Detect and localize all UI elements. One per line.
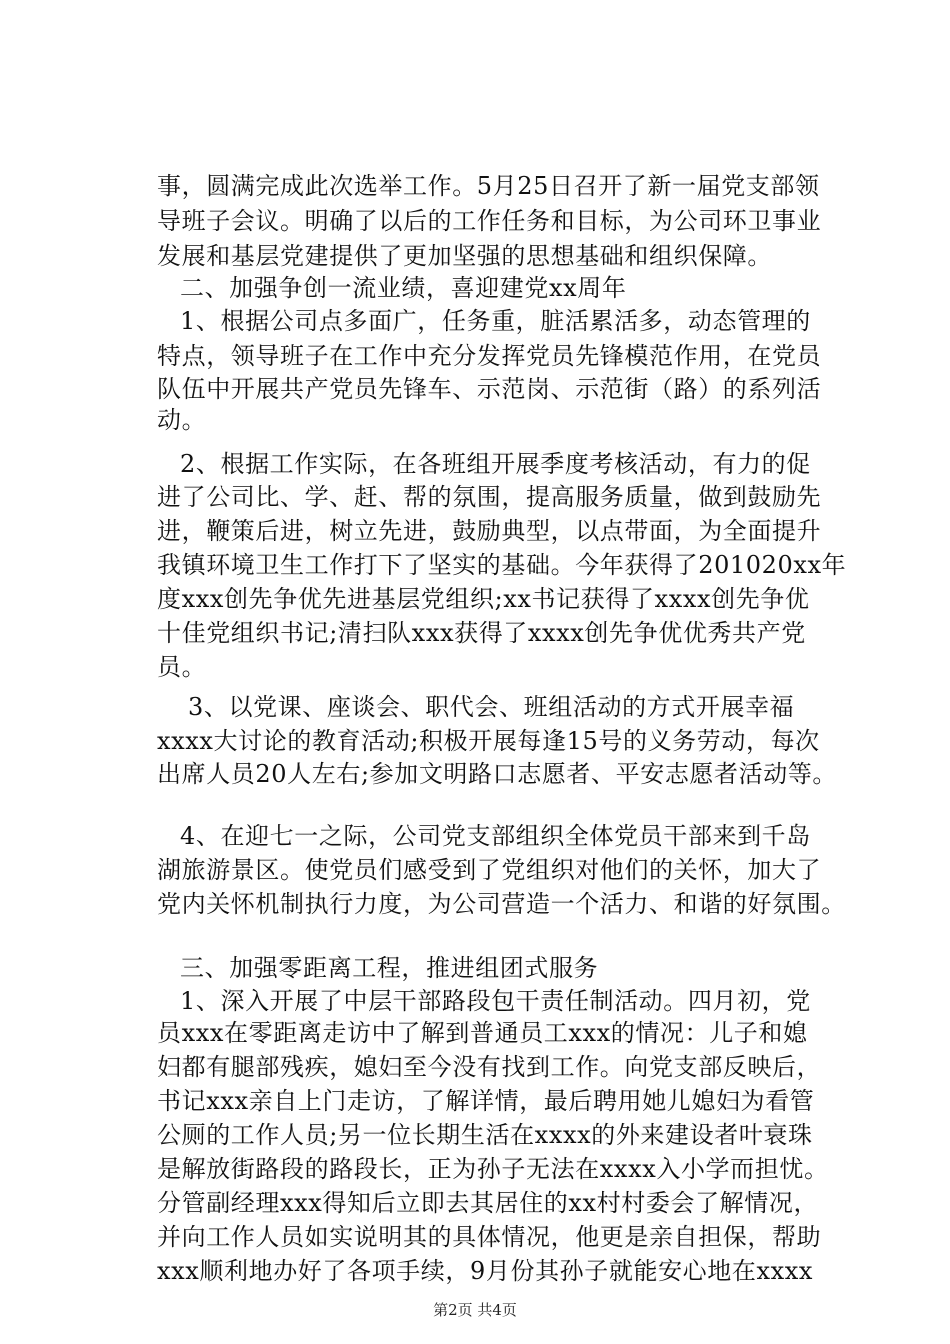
- text-line: 妇都有腿部残疾，媳妇至今没有找到工作。向党支部反映后，: [157, 1053, 822, 1081]
- text-line: 发展和基层党建提供了更加坚强的思想基础和组织保障。: [157, 242, 772, 270]
- text-line: 1、根据公司点多面广，任务重，脏活累活多，动态管理的: [180, 307, 811, 335]
- text-line: 员。: [157, 653, 207, 681]
- text-line: 十佳党组织书记;清扫队xxx获得了xxxx创先争优优秀共产党: [157, 619, 806, 647]
- text-line: 公厕的工作人员;另一位长期生活在xxxx的外来建设者叶衰珠: [157, 1121, 813, 1149]
- text-line: 4、在迎七一之际，公司党支部组织全体党员干部来到千岛: [180, 822, 811, 850]
- text-line: 进，鞭策后进，树立先进，鼓励典型，以点带面，为全面提升: [157, 517, 822, 545]
- text-line: xxx顺利地办好了各项手续，9月份其孙子就能安心地在xxxx: [157, 1257, 814, 1285]
- text-line: 进了公司比、学、赶、帮的氛围，提高服务质量，做到鼓励先: [157, 483, 822, 511]
- text-line: 分管副经理xxx得知后立即去其居住的xx村村委会了解情况，: [157, 1189, 819, 1217]
- text-line: 事，圆满完成此次选举工作。5月25日召开了新一届党支部领: [157, 172, 820, 200]
- text-line: 党内关怀机制执行力度，为公司营造一个活力、和谐的好氛围。: [157, 890, 846, 918]
- text-line: 2、根据工作实际，在各班组开展季度考核活动，有力的促: [180, 450, 811, 478]
- text-line: 是解放街路段的路段长，正为孙子无法在xxxx入小学而担忧。: [157, 1155, 829, 1183]
- text-line: xxxx大讨论的教育活动;积极开展每逢15号的义务劳动，每次: [157, 727, 820, 755]
- text-line: 出席人员20人左右;参加文明路口志愿者、平安志愿者活动等。: [157, 760, 838, 788]
- text-line: 3、以党课、座谈会、职代会、班组活动的方式开展幸福: [188, 693, 795, 721]
- text-line: 1、深入开展了中层干部路段包干责任制活动。四月初，党: [180, 987, 811, 1015]
- text-line: 我镇环境卫生工作打下了坚实的基础。今年获得了201020xx年: [157, 551, 847, 579]
- text-line: 员xxx在零距离走访中了解到普通员工xxx的情况：儿子和媳: [157, 1019, 808, 1047]
- text-line: 并向工作人员如实说明其的具体情况，他更是亲自担保，帮助: [157, 1223, 822, 1251]
- text-line: 特点，领导班子在工作中充分发挥党员先锋模范作用，在党员: [157, 342, 822, 370]
- text-line: 度xxx创先争优先进基层党组织;xx书记获得了xxxx创先争优: [157, 585, 810, 613]
- text-line: 湖旅游景区。使党员们感受到了党组织对他们的关怀，加大了: [157, 856, 822, 884]
- text-line: 队伍中开展共产党员先锋车、示范岗、示范街（路）的系列活: [157, 375, 822, 403]
- text-line: 导班子会议。明确了以后的工作任务和目标，为公司环卫事业: [157, 207, 822, 235]
- section-heading: 二、加强争创一流业绩，喜迎建党xx周年: [180, 274, 627, 302]
- text-line: 书记xxx亲自上门走访，了解详情，最后聘用她儿媳妇为看管: [157, 1087, 815, 1115]
- section-heading: 三、加强零距离工程，推进组团式服务: [180, 954, 599, 982]
- page-footer: 第2页 共4页: [433, 1301, 517, 1319]
- text-line: 动。: [157, 406, 207, 434]
